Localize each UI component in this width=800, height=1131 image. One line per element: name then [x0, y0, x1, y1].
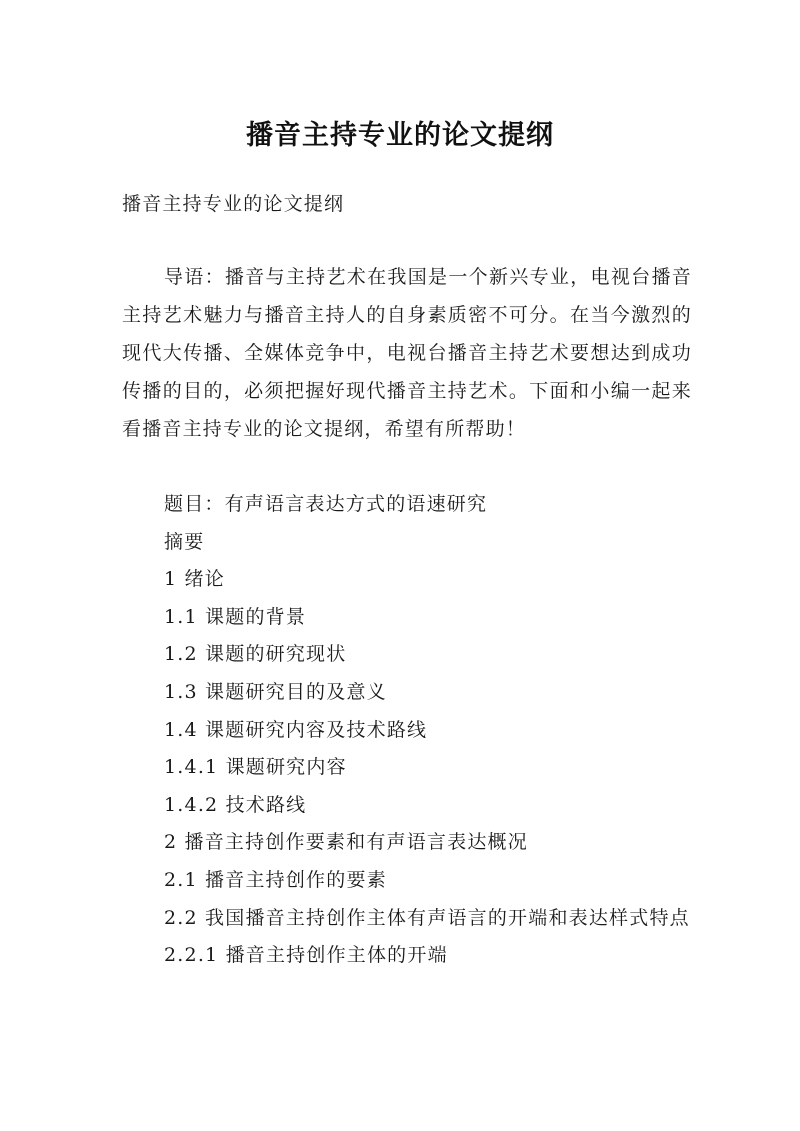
outline-item: 2.2 我国播音主持创作主体有声语言的开端和表达样式特点: [164, 906, 690, 929]
outline-item: 1.4.1 课题研究内容: [164, 756, 347, 779]
outline-item: 2 播音主持创作要素和有声语言表达概况: [164, 831, 528, 854]
outline-item: 1.3 课题研究目的及意义: [164, 680, 387, 703]
outline-item: 1.1 课题的背景: [164, 605, 307, 628]
outline-item: 摘要: [164, 530, 205, 553]
outline-item: 1.2 课题的研究现状: [164, 643, 347, 666]
intro-paragraph: 导语：播音与主持艺术在我国是一个新兴专业，电视台播音主持艺术魅力与播音主持人的自身素质密不可分。在当今激烈的现代大传播、全媒体竞争中，电视台播音主持艺术要想达到成功传播的目的，必须把握好现代播音主持艺术。下面和小编一起来看播音主持专业的论文提纲，希望有所帮助！: [122, 266, 692, 440]
outline-item: 2.1 播音主持创作的要素: [164, 868, 387, 891]
page-title: 播音主持专业的论文提纲: [246, 120, 554, 152]
intro-section: [122, 258, 692, 448]
outline-list: [122, 486, 692, 975]
outline-item: 1.4 课题研究内容及技术路线: [164, 718, 428, 741]
outline-item: 2.2.1 播音主持创作主体的开端: [164, 944, 448, 967]
outline-item: 1.4.2 技术路线: [164, 793, 307, 816]
document-subtitle: 播音主持专业的论文提纲: [122, 193, 345, 215]
outline-item: 题目：有声语言表达方式的语速研究: [164, 493, 488, 515]
outline-item: 1 绪论: [164, 568, 225, 591]
